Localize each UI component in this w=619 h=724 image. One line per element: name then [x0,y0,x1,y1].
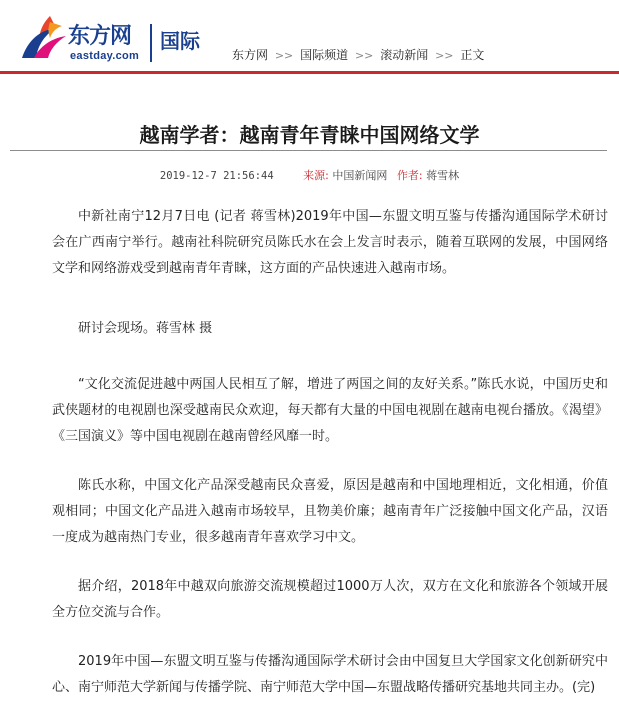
article-paragraph: “文化交流促进越中两国人民相互了解，增进了两国之间的友好关系。”陈氏水说，中国历史和武侠题材的电视剧也深受越南民众欢迎，每天都有大量的中国电视剧在越南电视台播放。《渴望》《三国演义》等中国电视剧在越南曾经风靡一时。 [52,377,608,444]
article-paragraph: 据介绍，2018年中越双向旅游交流规模超过1000万人次，双方在文化和旅游各个领域开展全方位交流与合作。 [52,579,608,620]
breadcrumb-international[interactable]: 国际频道 [300,48,349,62]
author-name: 蒋雪林 [426,169,460,182]
title-divider [10,150,607,151]
breadcrumb [232,46,484,63]
channel-name[interactable]: 国际 [160,29,200,53]
breadcrumb-home[interactable]: 东方网 [232,48,269,62]
logo-domain: eastday.com [70,50,140,62]
article-title: 越南学者：越南青年青睐中国网络文学 [139,123,480,148]
header-red-line [0,71,619,74]
author-label: 作者: [396,169,423,182]
logo-name[interactable]: 东方网 [68,24,132,49]
source-label: 来源: [303,169,329,182]
article-paragraph: 中新社南宁12月7日电 (记者 蒋雪林)2019年中国—东盟文明互鉴与传播沟通国际学术研讨会在广西南宁举行。越南社科院研究员陈氏水在会上发言时表示，随着互联网的发展，中国网络文学和网络游戏受到越南青年青睐，这方面的产品快速进入越南市场。 [52,209,608,276]
source-link[interactable]: 中国新闻网 [332,169,388,182]
breadcrumb-separator: >> [435,49,454,62]
eastday-logo-icon[interactable] [20,14,72,60]
breadcrumb-separator: >> [274,49,294,62]
breadcrumb-separator: >> [354,49,374,62]
breadcrumb-rolling-news[interactable]: 滚动新闻 [380,48,429,62]
article-body [52,204,608,724]
publish-date: 2019-12-7 21:56:44 [159,170,274,182]
article-paragraph: 陈氏水称，中国文化产品深受越南民众喜爱，原因是越南和中国地理相近，文化相通，价值观相同；中国文化产品进入越南市场较早，且物美价廉；越南青年广泛接触中国文化产品，汉语一度成为越南热门专业，很多越南青年喜欢学习中文。 [52,478,608,545]
photo-caption: 研讨会现场。蒋雪林 摄 [78,321,213,336]
breadcrumb-current: 正文 [460,48,485,62]
site-header [0,0,619,73]
article-paragraph: 2019年中国—东盟文明互鉴与传播沟通国际学术研讨会由中国复旦大学国家文化创新研究中心、南宁师范大学新闻与传播学院、南宁师范大学中国—东盟战略传播研究基地共同主办。(完) [52,654,608,695]
article-meta [0,167,619,183]
logo-divider [150,24,152,62]
